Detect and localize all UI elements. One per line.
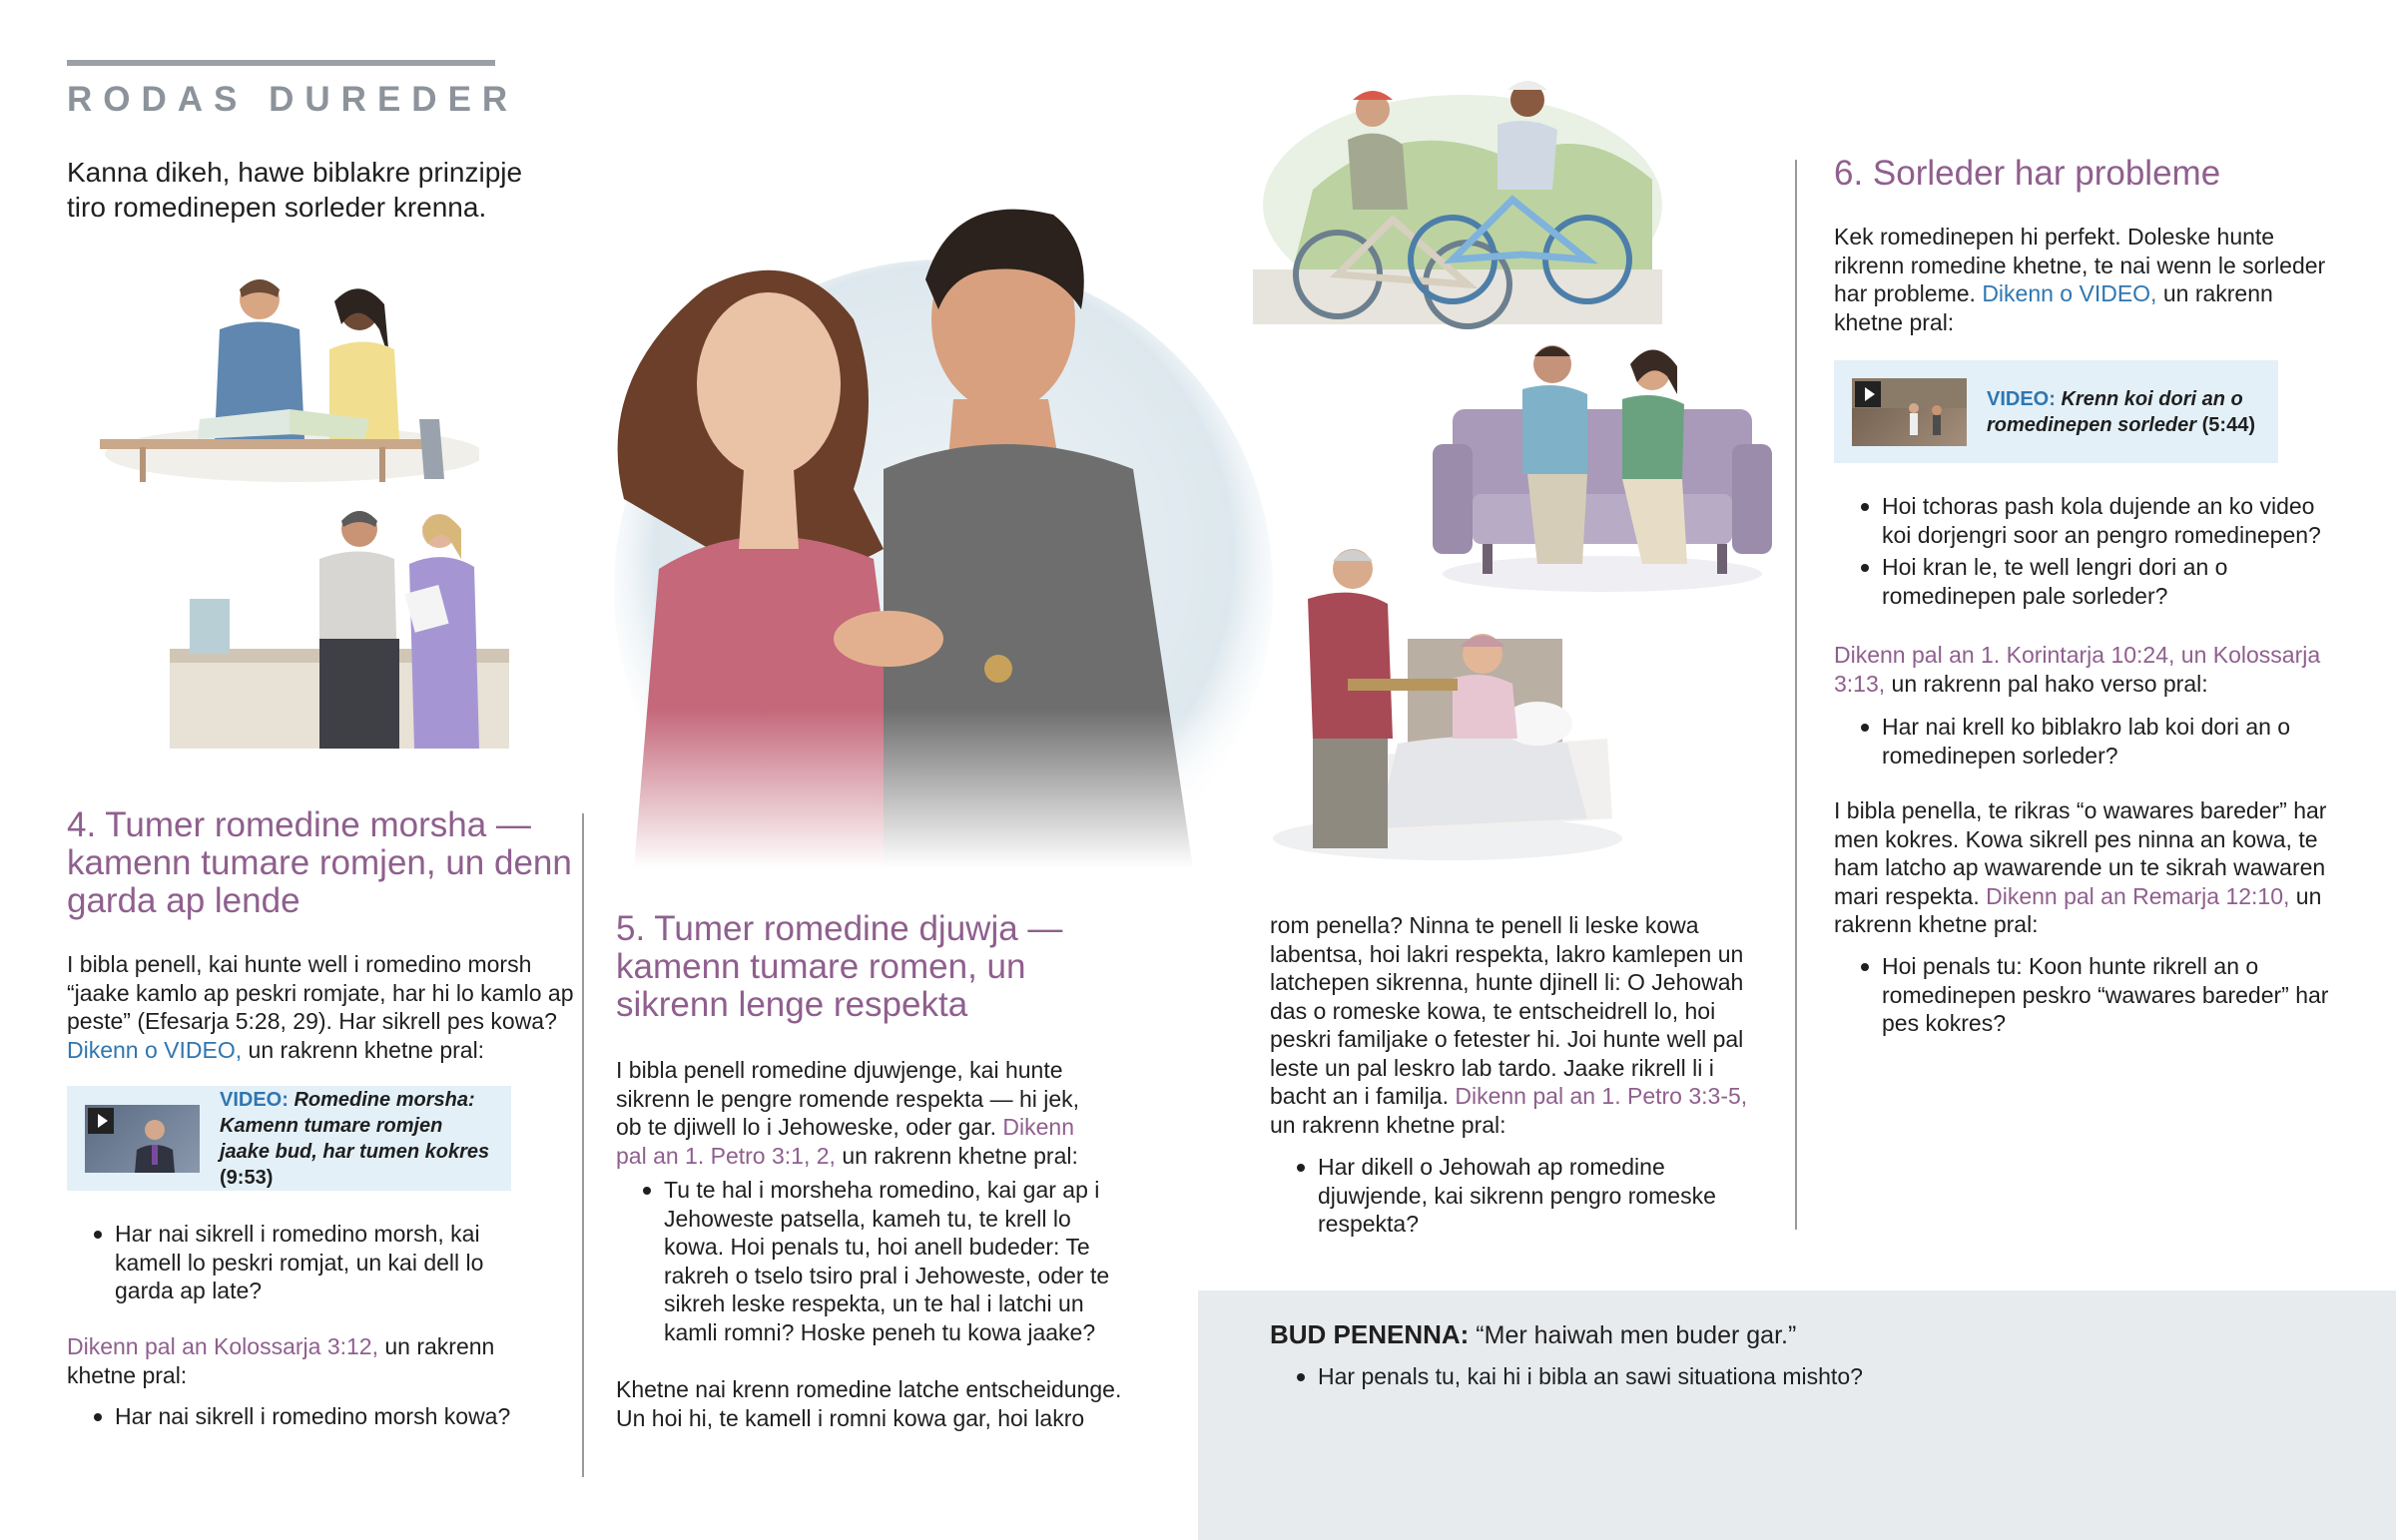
section-6-bullets-2 bbox=[1834, 713, 2333, 770]
column-divider bbox=[1795, 160, 1797, 1230]
section-6-video-link[interactable]: Dikenn o VIDEO, bbox=[1982, 280, 2157, 306]
section-4 bbox=[67, 806, 576, 1064]
list-item: Hoi tchoras pash kola dujende an ko video koi dorjengri soor an pengro romedinepen? bbox=[1834, 492, 2333, 549]
list-item: Har penals tu, kai hi i bibla an sawi situationa mishto? bbox=[1270, 1362, 2268, 1391]
section-4-bullets bbox=[67, 1220, 506, 1305]
list-item: Hoi penals tu: Koon hunte rikrell an o romedinepen peskro “wawares bareder” har pes kokres? bbox=[1834, 952, 2333, 1038]
intro-text: Kanna dikeh, hawe biblakre prinzipje tiro romedinepen sorleder krenna. bbox=[67, 157, 523, 223]
section-6-bullets-3 bbox=[1834, 952, 2333, 1038]
footer-quote: “Mer haiwah men buder gar.” bbox=[1476, 1321, 1797, 1349]
header-rule bbox=[67, 60, 495, 66]
section-6 bbox=[1834, 155, 2333, 336]
section-4-video-link[interactable]: Dikenn o VIDEO, bbox=[67, 1036, 243, 1063]
section-5-bullets-2 bbox=[1270, 1153, 1769, 1239]
list-item: Har nai krell ko biblakro lab koi dori an o romedinepen sorleder? bbox=[1834, 713, 2333, 770]
caregiving-illustration bbox=[1268, 539, 1622, 863]
section-4-ref: Dikenn pal an Kolossarja 3:12, un rakrenn khetne pral: bbox=[67, 1333, 495, 1388]
list-item: Har dikell o Jehowah ap romedine djuwjende, kai sikrenn pengro romeske respekta? bbox=[1270, 1153, 1769, 1239]
play-icon[interactable] bbox=[88, 1108, 114, 1134]
section-5-closing: Khetne nai krenn romedine latche entscheidunge. Un hoi hi, te kamell i romni kowa gar, hoi lakro bbox=[616, 1376, 1122, 1431]
section-6-video-card[interactable] bbox=[1834, 360, 2278, 463]
column-divider bbox=[582, 813, 584, 1477]
section-6-ref: Dikenn pal an 1. Korintarja 10:24, un Kolossarja 3:13, un rakrenn pal hako verso pral: bbox=[1834, 642, 2321, 697]
section-5 bbox=[616, 910, 1095, 1170]
video-thumbnail[interactable] bbox=[1852, 378, 1967, 446]
section-6-body: Kek romedinepen hi perfekt. Doleske hunte rikrenn romedine khetne, te nai wenn le sorleder har probleme. Dikenn o VIDEO, un rakrenn khetne pral: bbox=[1834, 224, 2326, 335]
list-item: Hoi kran le, te well lengri dori an o romedinepen pale sorleder? bbox=[1834, 553, 2333, 610]
section-4-body: I bibla penell, kai hunte well i romedino morsh “jaake kamlo ap peskri romjate, har hi lo kamlo ap peste” (Efesarja 5:28, 29). Har sikrell pes kowa? Dikenn o VIDEO, un rakrenn khetne pral: bbox=[67, 951, 574, 1063]
section-4-video-card[interactable] bbox=[67, 1086, 511, 1191]
section-5-body: I bibla penell romedine djuwjenge, kai hunte sikrenn le pengre romende respekta — hi jek, ob te djiwell lo i Jehoweske, oder gar. Dikenn pal an 1. Petro 3:1, 2, un rakrenn khetne pral: bbox=[616, 1057, 1080, 1169]
section-4-title: 4. Tumer romedine morsha — kamenn tumare romjen, un denn garda ap lende bbox=[67, 805, 572, 920]
section-5-continued: rom penella? Ninna te penell li leske kowa labentsa, hoi lakri respekta, lakro kamlepen un latchepen sikrenna, hunte djinell li: O Jehowah das o romeske kowa, te entscheidrell lo, hoi peskri familjake o fetester hi. Joi hunte well pal leste un pal leskro lab tardo. Jaake rikrell li i bacht an i familja. Dikenn pal an 1. Petro 3:3-5, un rakrenn khetne pral: bbox=[1270, 912, 1748, 1138]
embracing-couple-illustration bbox=[554, 170, 1273, 868]
list-item: Tu te hal i morsheha romedino, kai gar ap i Jehoweste patsella, kameh tu, te krell lo kowa. Hoi penals tu, hoi anell budeder: Te rakreh o tselo tsiro pral i Jehoweste, oder te sikreh leske respekta, un te hal i latchi un kamli romni? Hoske peneh tu kowa jaake? bbox=[616, 1176, 1135, 1346]
section-4-video-caption: VIDEO: Romedine morsha: Kamenn tumare romjen jaake bud, har tumen kokres (9:53) bbox=[220, 1088, 490, 1189]
section-6-bullets bbox=[1834, 492, 2333, 610]
section-4-bullets-2 bbox=[67, 1402, 566, 1431]
footer-label: BUD PENENNA: bbox=[1270, 1319, 1470, 1349]
list-item: Har nai sikrell i romedino morsh kowa? bbox=[67, 1402, 566, 1431]
couple-studying-illustration bbox=[80, 269, 479, 484]
section-5-title: 5. Tumer romedine djuwja — kamenn tumare romen, un sikrenn lenge respekta bbox=[616, 909, 1063, 1024]
couple-cycling-illustration bbox=[1253, 70, 1672, 344]
section-6-paragraph: I bibla penella, te rikras “o wawares bareder” har men kokres. Kowa sikrell pes ninna an kowa, te ham latcho ap wawarende un te sikrah wawaren mari respekta. Dikenn pal an Remarja 12:10, un rakrenn khetne pral: bbox=[1834, 797, 2327, 937]
couple-dishes-illustration bbox=[170, 489, 529, 754]
footer-quote-line bbox=[1270, 1318, 1796, 1351]
footer-bullets bbox=[1270, 1362, 2268, 1391]
header-kicker: RODAS DUREDER bbox=[67, 80, 519, 119]
list-item: Har nai sikrell i romedino morsh, kai kamell lo peskri romjat, un kai dell lo garda ap late? bbox=[67, 1220, 506, 1305]
section-5-bullets bbox=[616, 1176, 1135, 1346]
section-6-video-caption: VIDEO: Krenn koi dori an o romedinepen sorleder (5:44) bbox=[1987, 387, 2255, 436]
play-icon[interactable] bbox=[1855, 381, 1881, 407]
section-6-title: 6. Sorleder har probleme bbox=[1834, 154, 2221, 193]
video-thumbnail[interactable] bbox=[85, 1105, 200, 1173]
footer-box bbox=[1198, 1290, 2396, 1540]
